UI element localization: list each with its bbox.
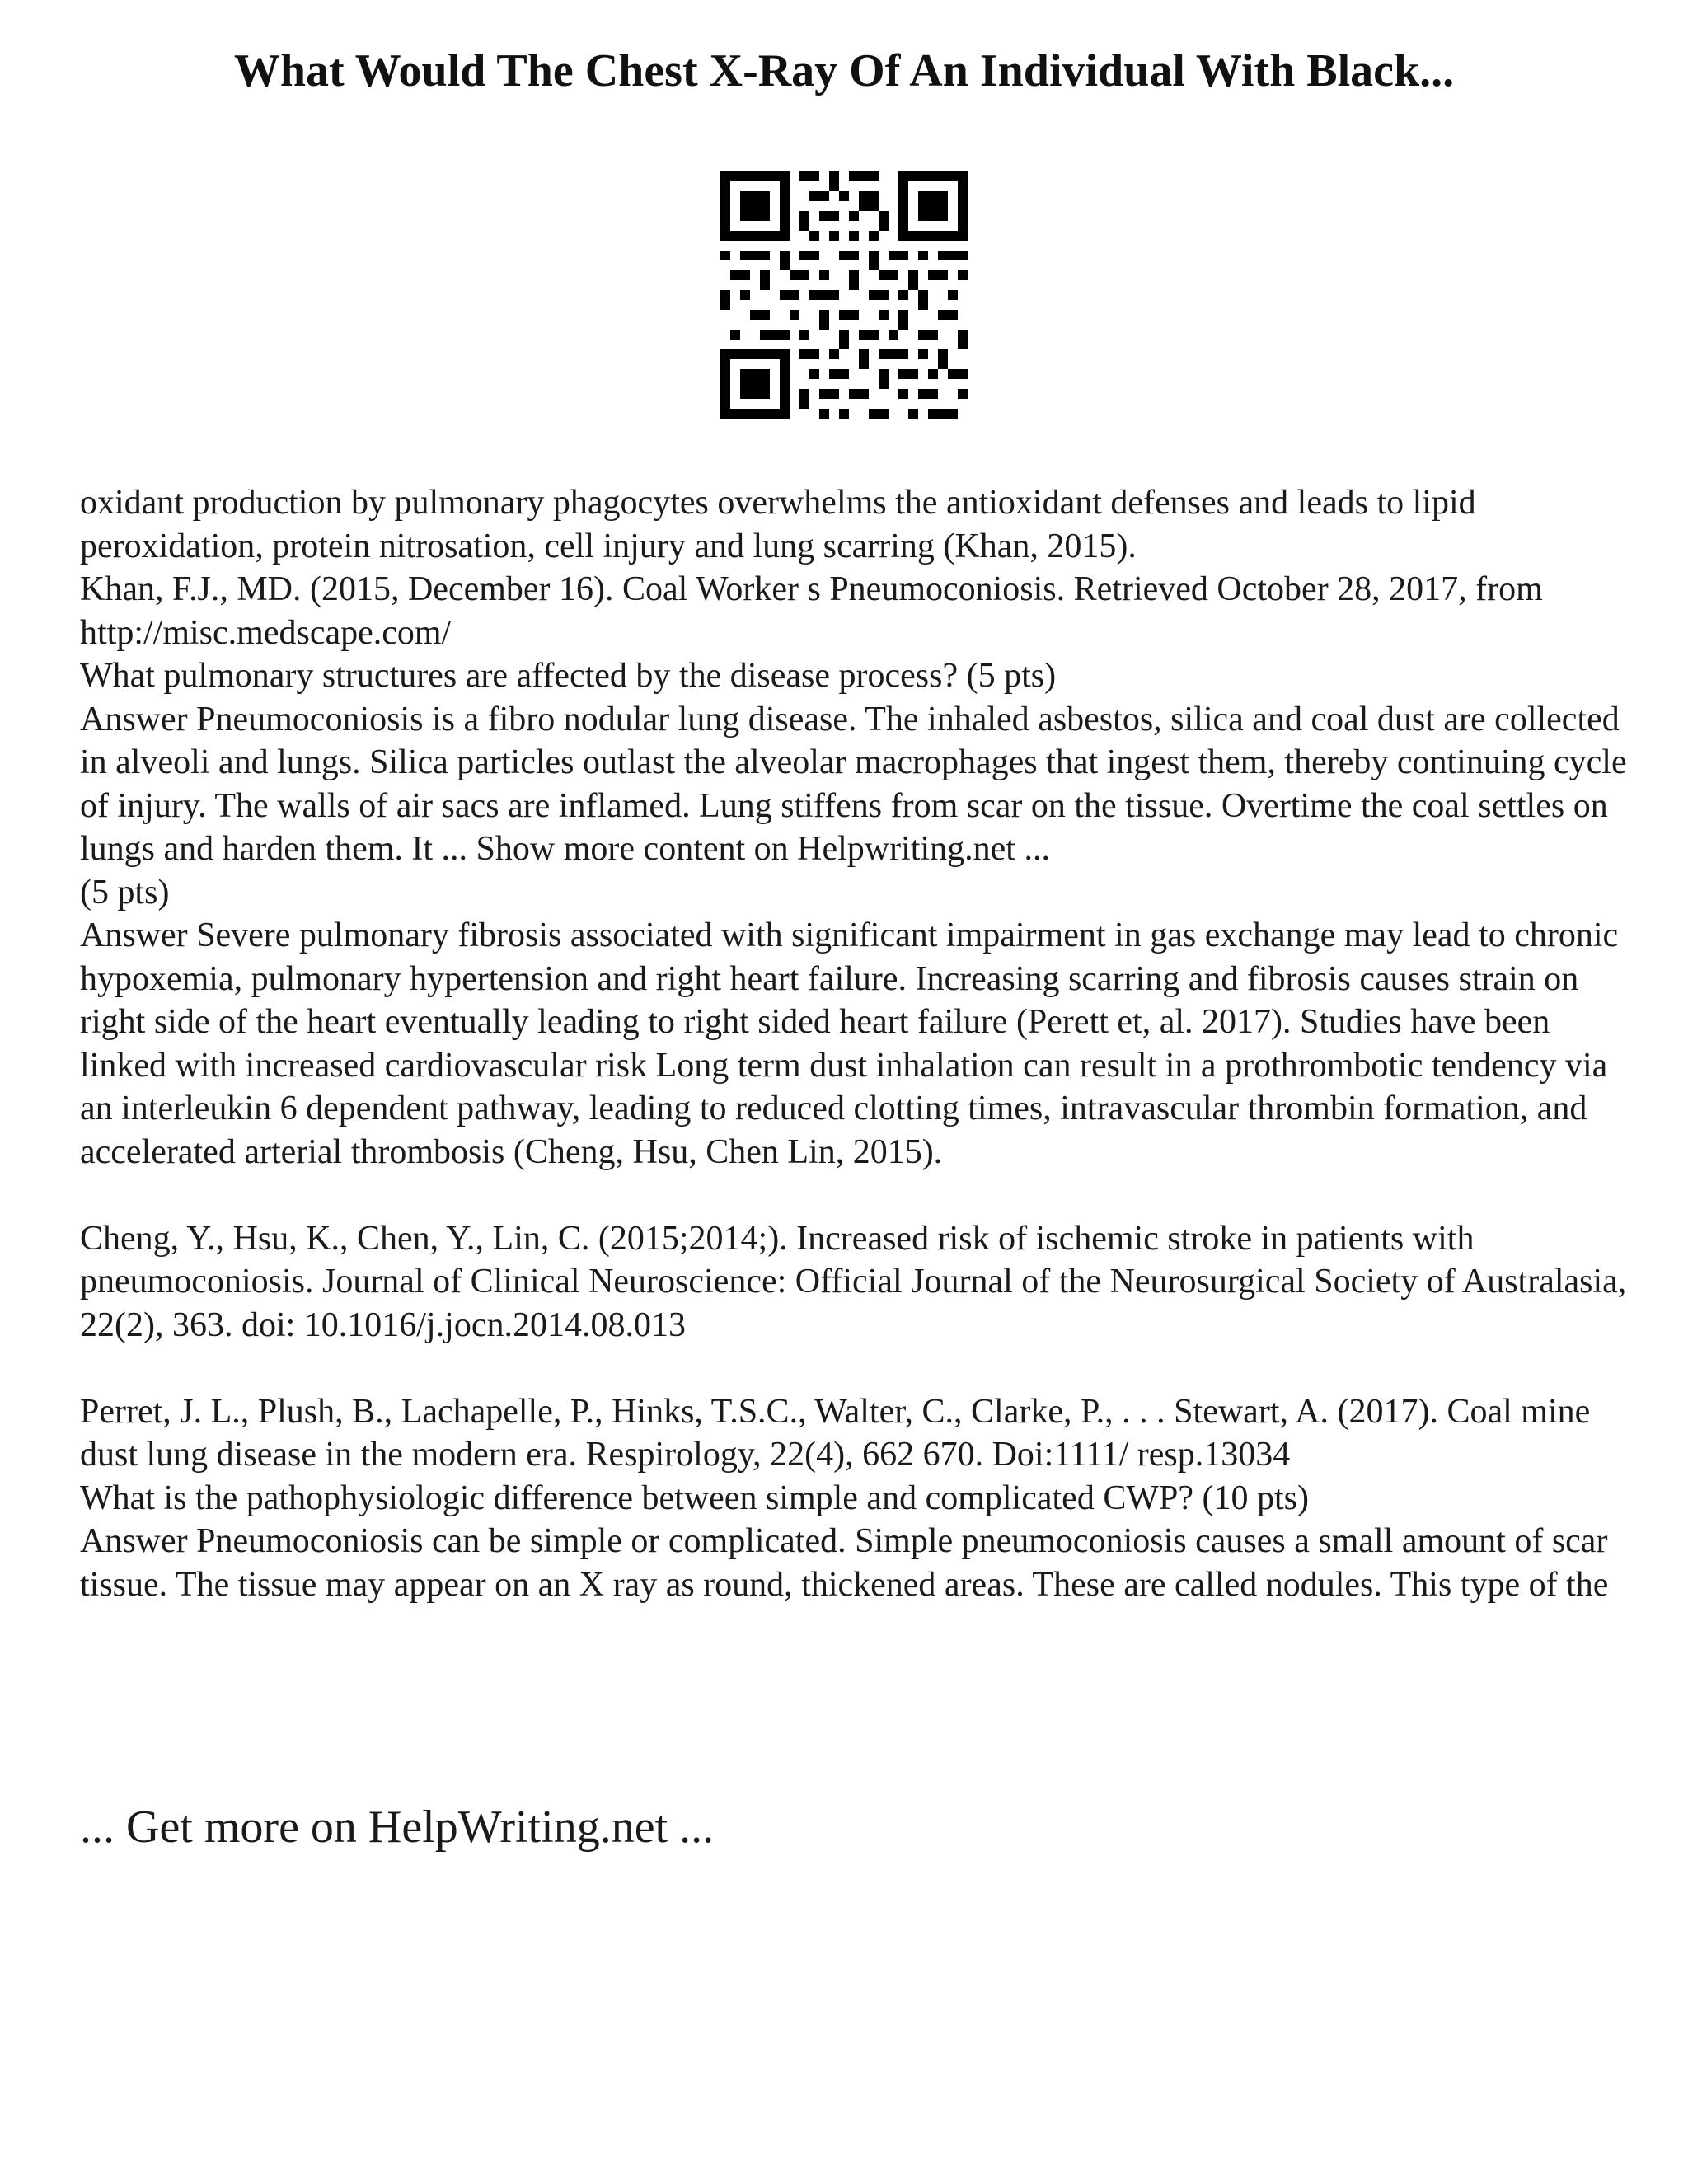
reference-khan: Khan, F.J., MD. (2015, December 16). Coal Worker s Pneumoconiosis. Retrieved October 28, 2017, from http://misc.medscape.com/ [80, 570, 1543, 652]
page-title: What Would The Chest X-Ray Of An Individual With Black... [233, 45, 1455, 96]
get-more-link[interactable]: ... Get more on HelpWriting.net ... [80, 1802, 715, 1853]
article-body [80, 481, 1629, 1606]
question-2-points: (5 pts) [80, 873, 170, 912]
answer-3: Answer Pneumoconiosis can be simple or complicated. Simple pneumoconiosis causes a small amount of scar tissue. The tissue may appear on an X ray as round, thickened areas. These are called nodules. This type of the [80, 1522, 1609, 1604]
reference-perret: Perret, J. L., Plush, B., Lachapelle, P., Hinks, T.S.C., Walter, C., Clarke, P., . . . Stewart, A. (2017). Coal mine dust lung disease in the modern era. Respirology, 22(4), 662 670. Doi:1111/ resp.13034 [80, 1392, 1591, 1474]
answer-1: Answer Pneumoconiosis is a fibro nodular lung disease. The inhaled asbestos, silica and coal dust are collected in alveoli and lungs. Silica particles outlast the alveolar macrophages that ingest them, thereby continuing cycle of injury. The walls of air sacs are inflamed. Lung stiffens from scar on the tissue. Overtime the coal settles on lungs and harden them. It ... Show more content on Helpwriting.net ... [80, 700, 1627, 868]
paragraph-gap [80, 1347, 1629, 1390]
answer-2: Answer Severe pulmonary fibrosis associated with significant impairment in gas exchange may lead to chronic hypoxemia, pulmonary hypertension and right heart failure. Increasing scarring and fibrosis causes strain on right side of the heart eventually leading to right sided heart failure (Perett et, al. 2017). Studies have been linked with increased cardiovascular risk Long term dust inhalation can result in a prothrombotic tendency via an interleukin 6 dependent pathway, leading to reduced clotting times, intravascular thrombin formation, and accelerated arterial thrombosis (Cheng, Hsu, Chen Lin, 2015). [80, 916, 1619, 1171]
paragraph-1: oxidant production by pulmonary phagocytes overwhelms the antioxidant defenses and leads to lipid peroxidation, protein nitrosation, cell injury and lung scarring (Khan, 2015). [80, 484, 1476, 565]
reference-cheng: Cheng, Y., Hsu, K., Chen, Y., Lin, C. (2015;2014;). Increased risk of ischemic stroke in patients with pneumoconiosis. Journal of Clinical Neuroscience: Official Journal of the Neurosurgical Society of Australasia, 22(2), 363. doi: 10.1016/j.jocn.2014.08.013 [80, 1219, 1627, 1344]
question-1: What pulmonary structures are affected by the disease process? (5 pts) [80, 657, 1057, 695]
paragraph-gap [80, 1174, 1629, 1217]
qr-code-icon [720, 171, 968, 419]
question-3: What is the pathophysiologic difference between simple and complicated CWP? (10 pts) [80, 1479, 1309, 1517]
